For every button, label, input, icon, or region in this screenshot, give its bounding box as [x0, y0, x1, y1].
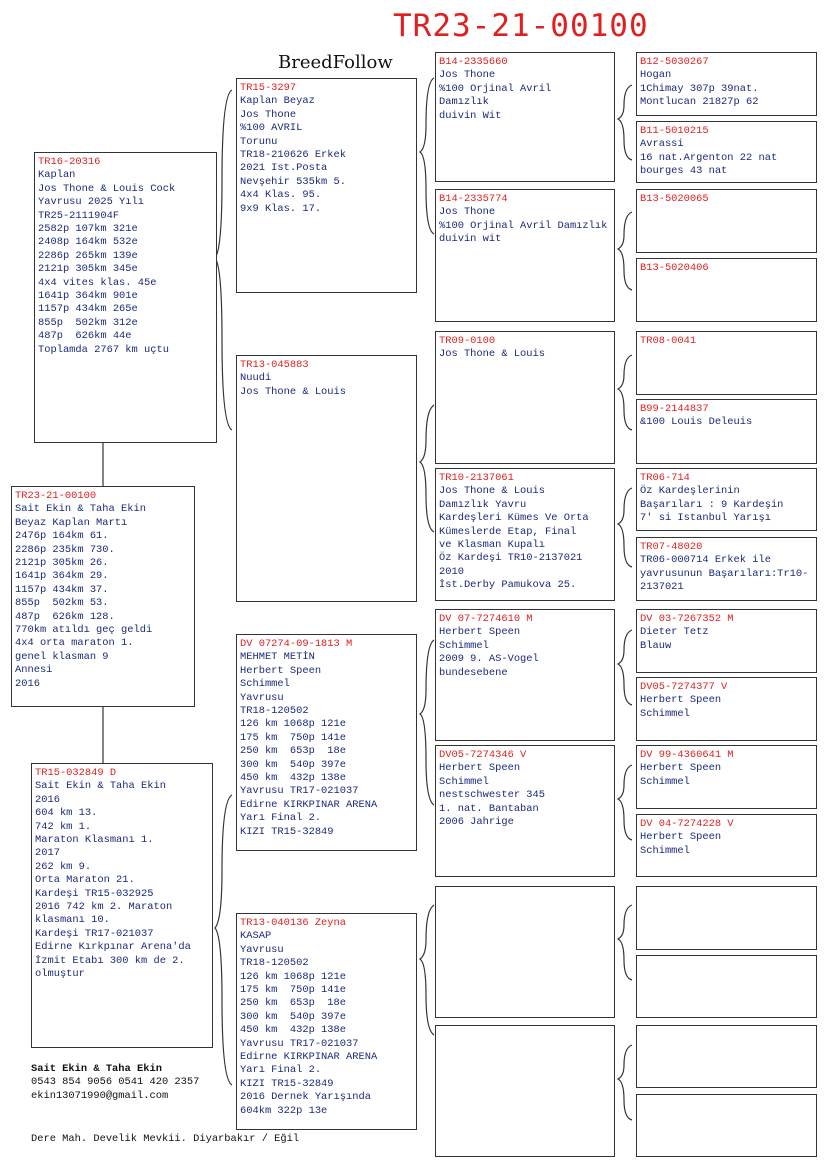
- info-line: 1. nat. Bantaban: [439, 802, 539, 815]
- ring-number: B11-5010215: [640, 125, 709, 137]
- ring-number: TR08-0041: [640, 335, 697, 347]
- info-line: 2582p 107km 321e: [38, 223, 138, 236]
- gg-grandparent-card-1: [636, 52, 817, 116]
- info-line: TR18-120502: [240, 705, 309, 718]
- info-line: %100 Orjinal Avril Damızlık: [439, 219, 608, 232]
- info-line: Jos Thone & Louis: [240, 385, 347, 398]
- info-line: 855p 502km 53.: [15, 597, 109, 610]
- info-line: Kardeşleri Kümes Ve Orta Kümeslerde Etap, Final: [439, 512, 595, 538]
- info-line: 1157p 434km 265e: [38, 303, 138, 316]
- info-line: Yavrusu TR17-021037: [240, 1037, 359, 1050]
- info-line: &100 Louis Deleuis: [640, 416, 753, 429]
- info-line: 175 km 750p 141e: [240, 984, 347, 997]
- info-line: 2408p 164km 532e: [38, 236, 138, 249]
- great-grandparent-card-8: [435, 1025, 615, 1157]
- sire-card: [34, 152, 217, 443]
- great-grandparent-card-5: [435, 609, 615, 741]
- info-line: KASAP: [240, 930, 272, 943]
- phone-numbers: 0543 854 9056 0541 420 2357: [31, 1076, 200, 1089]
- info-line: 126 km 1068p 121e: [240, 970, 347, 983]
- info-line: Herbert Speen: [640, 762, 722, 775]
- info-line: Jos Thone & Louis Cock: [38, 182, 176, 195]
- info-line: Sait Ekin & Taha Ekin: [35, 780, 166, 793]
- info-line: Edirne Kırkpınar Arena'da: [35, 941, 191, 954]
- ring-number: B99-2144837: [640, 403, 709, 415]
- info-line: 2010: [439, 565, 464, 578]
- info-line: 2021 Ist.Posta: [240, 162, 328, 175]
- ring-number: B13-5020406: [640, 262, 709, 274]
- info-line: Yarı Final 2.: [240, 812, 322, 825]
- info-line: bundesebene: [439, 666, 508, 679]
- ring-number: TR13-040136 Zeyna: [240, 917, 347, 929]
- info-line: KIZI TR15-32849: [240, 825, 334, 838]
- info-line: KIZI TR15-32849: [240, 1077, 334, 1090]
- gg-grandparent-card-11: [636, 745, 817, 809]
- info-line: Dieter Tetz: [640, 626, 709, 639]
- info-line: duivin Wit: [439, 109, 502, 122]
- ring-number: TR13-045883: [240, 359, 309, 371]
- great-grandparent-card-6: [435, 745, 615, 877]
- info-line: Sait Ekin & Taha Ekin: [15, 503, 146, 516]
- ring-number: B13-5020065: [640, 193, 709, 205]
- email-address: ekin13071990@gmail.com: [31, 1089, 169, 1102]
- info-line: 450 km 432p 138e: [240, 1024, 347, 1037]
- address-line: Dere Mah. Develik Mevkii. Diyarbakır / Eğil: [31, 1133, 300, 1145]
- main-bird-card: [11, 486, 195, 707]
- great-grandparent-card-3: [435, 331, 615, 464]
- info-line: %100 AVRIL: [240, 122, 303, 135]
- info-line: Montlucan 21827p 62: [640, 96, 759, 109]
- dam-sire-card: [236, 634, 417, 851]
- info-line: 742 km 1.: [35, 820, 92, 833]
- info-line: Yavrusu 2025 Yılı: [38, 196, 145, 209]
- sire-dam-card: [236, 355, 417, 602]
- info-line: Schimmel: [240, 678, 290, 691]
- info-line: Schimmel: [439, 639, 489, 652]
- info-line: Herbert Speen: [640, 831, 722, 844]
- info-line: 16 nat.Argenton 22 nat: [640, 151, 778, 164]
- pedigree-title: TR23-21-00100: [393, 8, 649, 44]
- gg-grandparent-card-10: [636, 677, 817, 741]
- info-line: 9x9 Klas. 17.: [240, 202, 322, 215]
- info-line: 770km atıldı geç geldi: [15, 624, 153, 637]
- info-line: Annesi: [15, 664, 53, 677]
- info-line: 487p 626km 128.: [15, 610, 115, 623]
- info-line: Jos Thone: [439, 69, 496, 82]
- info-line: 1157p 434km 37.: [15, 583, 109, 596]
- info-line: 1Chimay 307p 39nat.: [640, 82, 759, 95]
- info-line: Öz Kardeşlerinin: [640, 485, 740, 498]
- info-line: 262 km 9.: [35, 860, 92, 873]
- info-line: 4x4 orta maraton 1.: [15, 637, 134, 650]
- info-line: duivin wit: [439, 233, 502, 246]
- ring-number: TR09-0100: [439, 335, 496, 347]
- gg-grandparent-card-2: [636, 121, 817, 183]
- info-line: bourges 43 nat: [640, 165, 728, 178]
- info-line: Yavrusu: [240, 691, 284, 704]
- info-line: Hogan: [640, 69, 672, 82]
- gg-grandparent-card-9: [636, 609, 817, 673]
- ring-number: DV05-7274346 V: [439, 749, 527, 761]
- info-line: Jos Thone & Louis: [439, 348, 546, 361]
- info-line: MEHMET METİN: [240, 651, 315, 664]
- ring-number: DV05-7274377 V: [640, 681, 728, 693]
- info-line: 2006 Jahrige: [439, 816, 514, 829]
- ring-number: TR15-032849 D: [35, 767, 117, 779]
- info-line: 300 km 540p 397e: [240, 758, 347, 771]
- info-line: Edirne KIRKPINAR ARENA: [240, 798, 378, 811]
- gg-grandparent-card-3: [636, 189, 817, 253]
- gg-grandparent-card-7: [636, 468, 817, 531]
- info-line: TR06-000714 Erkek ile yavrusunun Başarıları:Tr10-2137021: [640, 554, 809, 594]
- info-line: İst.Derby Pamukova 25.: [439, 579, 577, 592]
- dam-dam-card: [236, 913, 417, 1130]
- info-line: 2476p 164km 61.: [15, 530, 109, 543]
- gg-grandparent-card-8: [636, 537, 817, 601]
- info-line: Kaplan: [38, 169, 76, 182]
- ring-number: B14-2335774: [439, 193, 508, 205]
- info-line: Orta Maraton 21.: [35, 874, 135, 887]
- great-grandparent-card-2: [435, 189, 615, 322]
- info-line: Nuudi: [240, 372, 272, 385]
- info-line: 487p 626km 44e: [38, 330, 132, 343]
- info-line: Kardeşi TR17-021037: [35, 927, 154, 940]
- contact-block: [31, 1063, 199, 1103]
- great-grandparent-card-7: [435, 886, 615, 1018]
- info-line: 1641p 364km 29.: [15, 570, 109, 583]
- great-grandparent-card-4: [435, 468, 615, 601]
- info-line: 604 km 13.: [35, 807, 98, 820]
- info-line: Blauw: [640, 639, 672, 652]
- ring-number: DV 07274-09-1813 M: [240, 638, 353, 650]
- info-line: Herbert Speen: [240, 664, 322, 677]
- info-line: 2016: [35, 793, 60, 806]
- info-line: 2121p 305km 345e: [38, 263, 138, 276]
- info-line: 2016 Dernek Yarışında: [240, 1091, 371, 1104]
- info-line: 126 km 1068p 121e: [240, 718, 347, 731]
- info-line: Jos Thone & Louis: [439, 485, 546, 498]
- info-line: Schimmel: [439, 775, 489, 788]
- info-line: Herbert Speen: [640, 694, 722, 707]
- info-line: Schimmel: [640, 707, 690, 720]
- ring-number: DV 07-7274610 M: [439, 613, 533, 625]
- ring-number: TR16-20316: [38, 156, 101, 168]
- info-line: Yavrusu TR17-021037: [240, 785, 359, 798]
- info-line: genel klasman 9: [15, 650, 109, 663]
- ring-number: TR23-21-00100: [15, 490, 97, 502]
- info-line: %100 Orjinal Avril: [439, 82, 552, 95]
- ring-number: DV 03-7267352 M: [640, 613, 734, 625]
- info-line: İzmit Etabı 300 km de 2. olmuştur: [35, 954, 191, 981]
- ring-number: DV 99-4360641 M: [640, 749, 734, 761]
- ring-number: TR15-3297: [240, 82, 297, 94]
- info-line: Başarıları : 9 Kardeşin: [640, 498, 784, 511]
- info-line: 7' si Istanbul Yarışı: [640, 512, 771, 525]
- info-line: Beyaz Kaplan Martı: [15, 516, 128, 529]
- info-line: 604km 322p 13e: [240, 1104, 328, 1117]
- info-line: Öz Kardeşi TR10-2137021: [439, 552, 583, 565]
- info-line: 250 km 653p 18e: [240, 745, 347, 758]
- info-line: TR18-210626 Erkek: [240, 149, 347, 162]
- info-line: Schimmel: [640, 775, 690, 788]
- info-line: 175 km 750p 141e: [240, 731, 347, 744]
- info-line: Damızlık: [439, 96, 489, 109]
- info-line: 855p 502km 312e: [38, 316, 138, 329]
- gg-grandparent-card-14: [636, 955, 817, 1018]
- ring-number: TR06-714: [640, 472, 690, 484]
- gg-grandparent-card-12: [636, 814, 817, 877]
- info-line: 250 km 653p 18e: [240, 997, 347, 1010]
- info-line: 2016 742 km 2. Maraton klasmanı 10.: [35, 901, 179, 927]
- info-line: Herbert Speen: [439, 626, 521, 639]
- gg-grandparent-card-16: [636, 1094, 817, 1157]
- owner-name: Sait Ekin & Taha Ekin: [31, 1063, 162, 1075]
- info-line: Toplamda 2767 km uçtu: [38, 343, 169, 356]
- info-line: Yavrusu: [240, 943, 284, 956]
- info-line: Yarı Final 2.: [240, 1064, 322, 1077]
- info-line: Herbert Speen: [439, 762, 521, 775]
- info-line: TR18-120502: [240, 957, 309, 970]
- info-line: 4x4 Klas. 95.: [240, 189, 322, 202]
- info-line: nestschwester 345: [439, 789, 546, 802]
- info-line: Avrassi: [640, 138, 684, 151]
- ring-number: TR07-48020: [640, 541, 703, 553]
- info-line: 2016: [15, 677, 40, 690]
- info-line: Maraton Klasmanı 1.: [35, 834, 154, 847]
- info-line: Kardeşi TR15-032925: [35, 887, 154, 900]
- info-line: Kaplan Beyaz: [240, 95, 315, 108]
- info-line: 300 km 540p 397e: [240, 1010, 347, 1023]
- ring-number: TR10-2137061: [439, 472, 514, 484]
- great-grandparent-card-1: [435, 52, 615, 182]
- info-line: 450 km 432p 138e: [240, 772, 347, 785]
- info-line: 2286p 235km 730.: [15, 543, 115, 556]
- info-line: Torunu: [240, 135, 278, 148]
- info-line: Edirne KIRKPINAR ARENA: [240, 1051, 378, 1064]
- info-line: 1641p 364km 901e: [38, 290, 138, 303]
- info-line: 2017: [35, 847, 60, 860]
- brand-logo-text: BreedFollow: [278, 52, 393, 73]
- info-line: Schimmel: [640, 844, 690, 857]
- gg-grandparent-card-13: [636, 886, 817, 950]
- info-line: 2286p 265km 139e: [38, 249, 138, 262]
- info-line: Jos Thone: [240, 108, 297, 121]
- info-line: Jos Thone: [439, 206, 496, 219]
- gg-grandparent-card-6: [636, 399, 817, 464]
- gg-grandparent-card-5: [636, 331, 817, 395]
- ring-number: B12-5030267: [640, 56, 709, 68]
- info-line: Nevşehir 535km 5.: [240, 175, 347, 188]
- info-line: 2009 9. AS-Vogel: [439, 653, 539, 666]
- gg-grandparent-card-15: [636, 1025, 817, 1088]
- sire-sire-card: [236, 78, 417, 293]
- info-line: 4x4 vites klas. 45e: [38, 276, 157, 289]
- ring-number: B14-2335660: [439, 56, 508, 68]
- gg-grandparent-card-4: [636, 258, 817, 322]
- info-line: Damızlık Yavru: [439, 498, 527, 511]
- info-line: TR25-2111904F: [38, 209, 120, 222]
- dam-card: [31, 763, 213, 1048]
- info-line: ve Klasman Kupalı: [439, 539, 546, 552]
- ring-number: DV 04-7274228 V: [640, 818, 734, 830]
- info-line: 2121p 305km 26.: [15, 557, 109, 570]
